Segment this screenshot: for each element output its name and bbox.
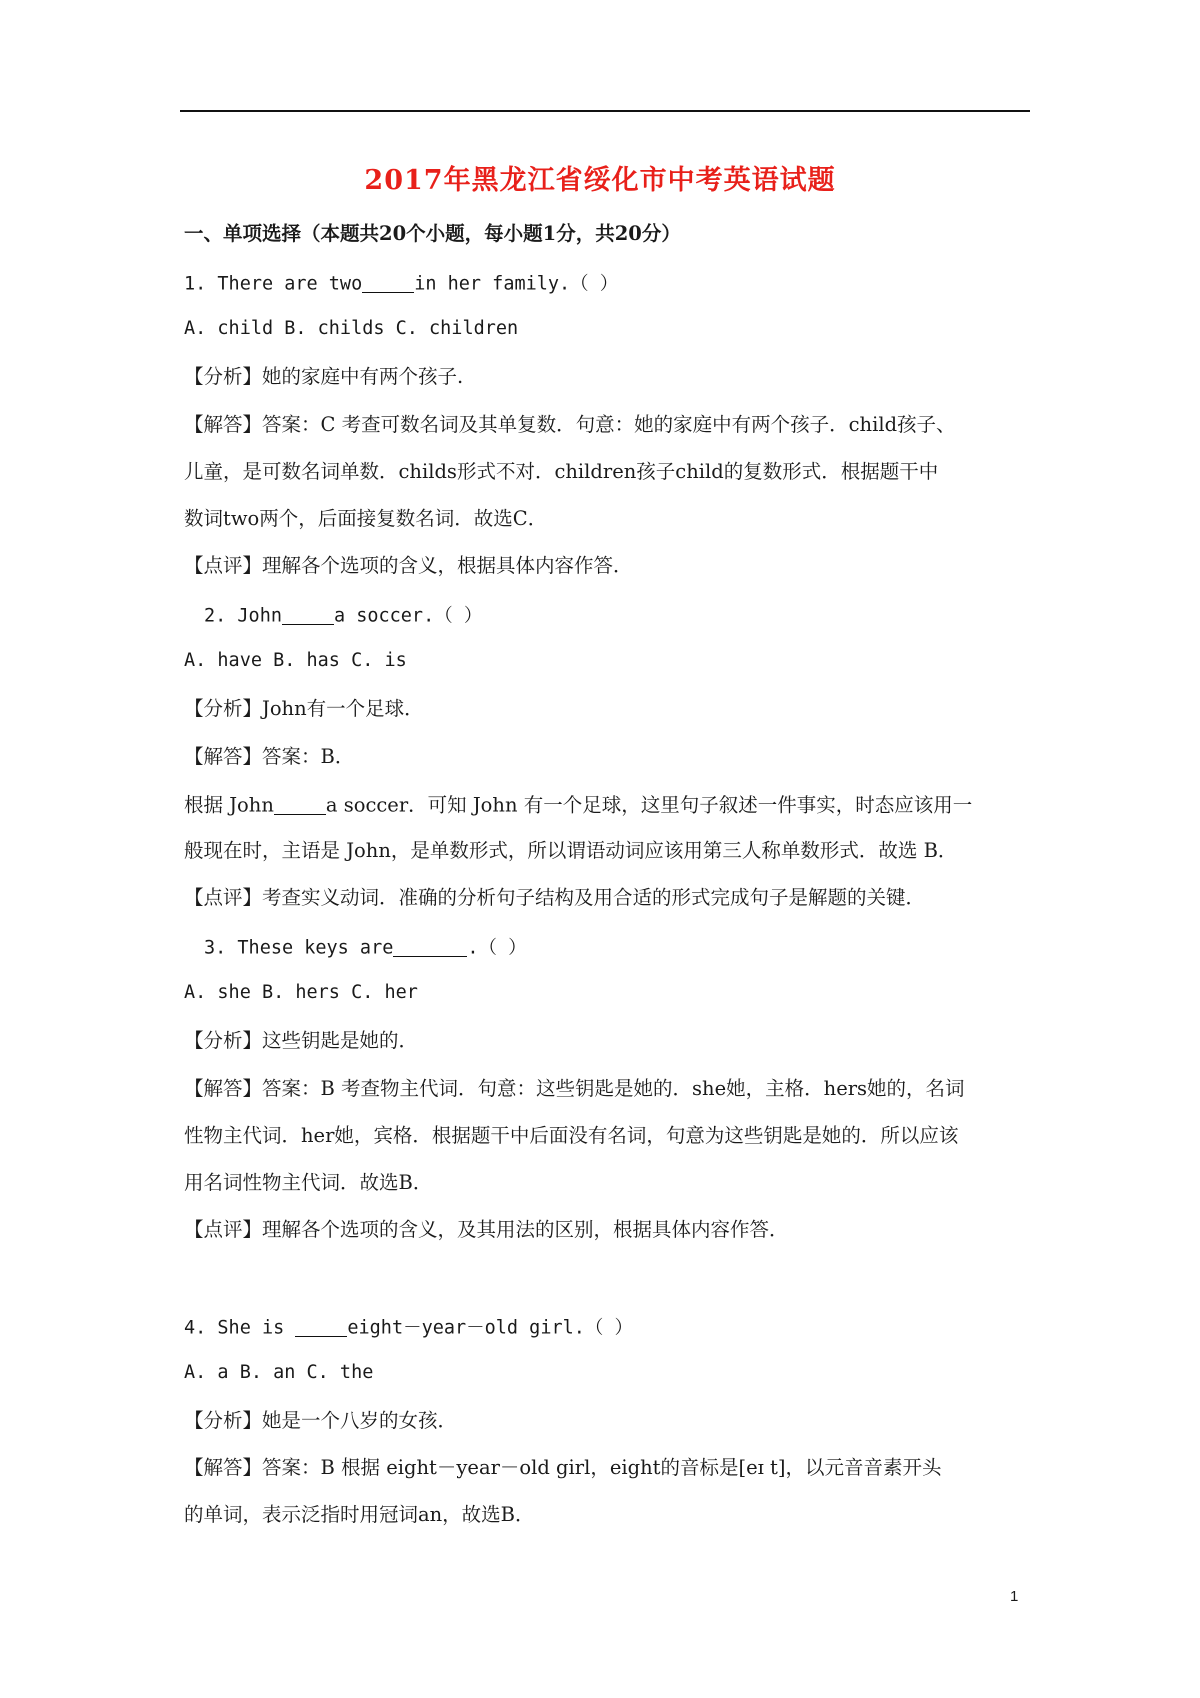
answer-blank: [295, 1317, 347, 1337]
question-4-answer-line-2: 的单词，表示泛指时用冠词an，故选B．: [184, 1503, 535, 1526]
section-heading: 一、单项选择（本题共20个小题，每小题1分，共20分）: [184, 222, 681, 245]
header-rule: [180, 110, 1030, 112]
question-3-analysis: 【分析】这些钥匙是她的．: [184, 1029, 419, 1052]
question-3-answer-line-1: 【解答】答案：B 考查物主代词．句意：这些钥匙是她的．she她，主格．hers她的，名词: [184, 1077, 965, 1100]
question-3-stem: 3. These keys are .（ ）: [204, 937, 527, 959]
question-3-comment: 【点评】理解各个选项的含义，及其用法的区别，根据具体内容作答．: [184, 1218, 789, 1241]
question-3-options: A. she B. hers C. her: [184, 982, 418, 1003]
question-4-options: A. a B. an C. the: [184, 1362, 374, 1383]
question-1-analysis: 【分析】她的家庭中有两个孩子.: [184, 365, 464, 388]
page-number: 1: [1010, 1588, 1019, 1605]
question-2-stem: 2. John a soccer.（ ）: [204, 605, 483, 627]
question-2-answer-line-2: 根据 John a soccer．可知 John 有一个足球，这里句子叙述一件事实，时态应该用一: [184, 793, 973, 817]
question-1-answer-line-3: 数词two两个，后面接复数名词．故选C．: [184, 507, 548, 530]
answer-blank: [393, 937, 467, 957]
question-1-comment: 【点评】理解各个选项的含义，根据具体内容作答．: [184, 554, 633, 577]
question-1-answer-line-1: 【解答】答案：C 考查可数名词及其单复数．句意：她的家庭中有两个孩子．child孩子、: [184, 413, 956, 436]
question-3-answer-line-2: 性物主代词．her她，宾格．根据题干中后面没有名词，句意为这些钥匙是她的．所以应该: [184, 1124, 959, 1147]
page-title: 2017年黑龙江省绥化市中考英语试题: [364, 165, 836, 196]
answer-blank: [274, 794, 326, 815]
question-2-options: A. have B. has C. is: [184, 650, 407, 671]
question-4-stem: 4. She is eight－year－old girl.（ ）: [184, 1317, 634, 1339]
question-1-options: A. child B. childs C. children: [184, 318, 519, 339]
answer-blank: [282, 605, 334, 625]
question-3-answer-line-3: 用名词性物主代词．故选B．: [184, 1171, 433, 1194]
question-2-answer-line-1: 【解答】答案：B．: [184, 745, 355, 768]
answer-blank: [362, 273, 414, 293]
question-4-answer-line-1: 【解答】答案：B 根据 eight－year－old girl，eight的音标是[eɪ t]，以元音音素开头: [184, 1456, 942, 1479]
question-1-stem: 1. There are two in her family.（ ）: [184, 273, 619, 295]
question-4-analysis: 【分析】她是一个八岁的女孩．: [184, 1409, 458, 1432]
question-2-comment: 【点评】考查实义动词．准确的分析句子结构及用合适的形式完成句子是解题的关键．: [184, 886, 926, 909]
question-1-answer-line-2: 儿童，是可数名词单数．childs形式不对．children孩子child的复数形式．根据题干中: [184, 460, 939, 483]
question-2-answer-line-3: 般现在时，主语是 John，是单数形式，所以谓语动词应该用第三人称单数形式．故选 B．: [184, 839, 958, 862]
question-2-analysis: 【分析】John有一个足球．: [184, 697, 424, 720]
